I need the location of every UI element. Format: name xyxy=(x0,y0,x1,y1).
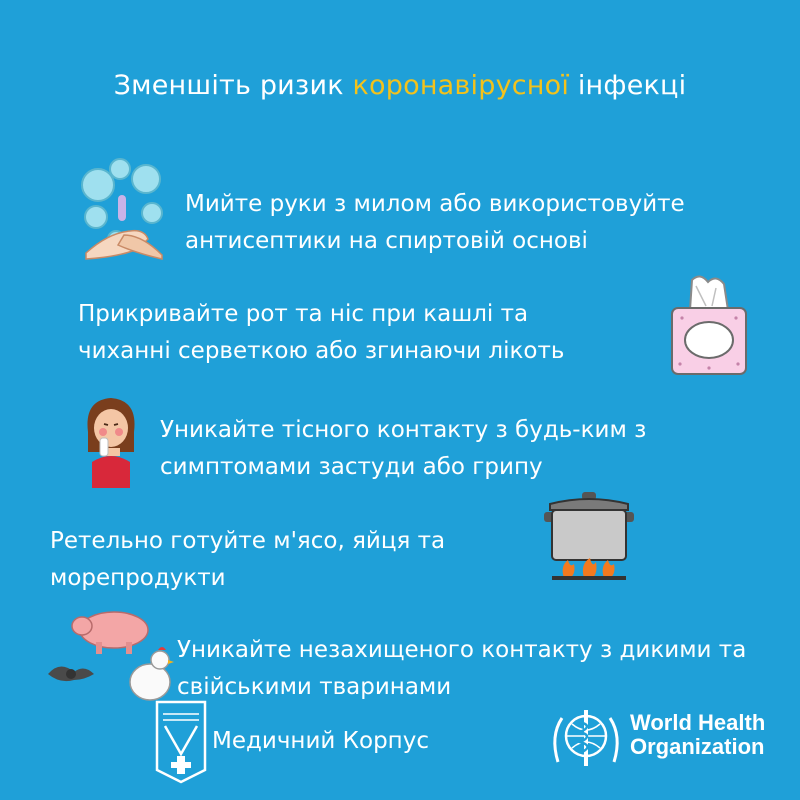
tip-line: свійськими тваринами xyxy=(177,674,452,700)
page-title xyxy=(0,70,800,101)
tip-line: чиханні серветкою або згинаючи лікоть xyxy=(78,338,565,364)
tip-line: морепродукти xyxy=(50,565,226,591)
tip-line: Ретельно готуйте м'ясо, яйця та xyxy=(50,528,446,554)
title-part-2: інфекці xyxy=(569,70,687,101)
cooking-pot-icon xyxy=(542,490,636,582)
who-line-1: World Health xyxy=(630,710,766,735)
title-part-1: Зменшіть ризик xyxy=(113,70,353,101)
tip-line: Прикривайте рот та ніс при кашлі та xyxy=(78,301,529,327)
tip-avoid-animals xyxy=(177,632,746,706)
tip-cook-food xyxy=(50,523,445,597)
tip-line: Уникайте тісного контакту з будь-ким з xyxy=(160,417,647,443)
tip-line: Мийте руки з милом або використовуйте xyxy=(185,191,685,217)
medical-corps-name: Медичний Корпус xyxy=(212,728,429,754)
who-line-2: Organization xyxy=(630,734,765,759)
tip-line: симптомами застуди або грипу xyxy=(160,454,543,480)
handwash-icon xyxy=(78,155,170,263)
tip-handwash xyxy=(185,186,685,260)
title-highlight: коронавірусної xyxy=(352,70,570,101)
tip-avoid-contact xyxy=(160,412,646,486)
tip-line: антисептики на спиртовій основі xyxy=(185,228,588,254)
tip-cover-mouth xyxy=(78,296,564,370)
tissue-box-icon xyxy=(666,272,752,380)
tip-line: Уникайте незахищеного контакту з дикими та xyxy=(177,637,747,663)
who-emblem-icon xyxy=(548,706,624,770)
medical-corps-logo-icon xyxy=(155,700,207,784)
who-name xyxy=(630,711,765,759)
animals-icon xyxy=(44,604,180,708)
sick-person-icon xyxy=(78,392,144,488)
